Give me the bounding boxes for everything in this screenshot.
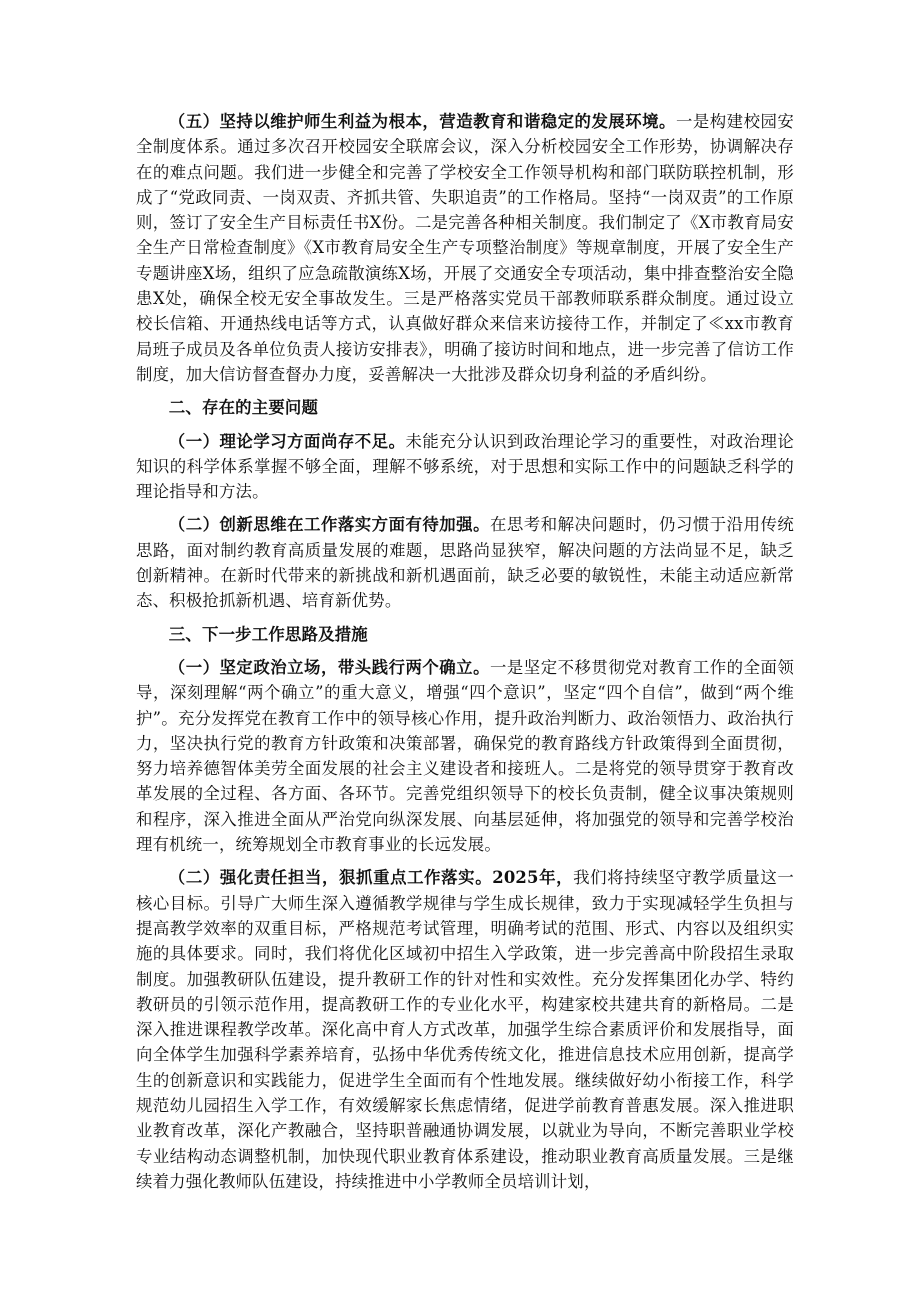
paragraph-lead: （一）理论学习方面尚存不足。 [168, 431, 406, 451]
paragraph-lead: （二）创新思维在工作落实方面有待加强。 [168, 515, 490, 535]
paragraph-body: 一是构建校园安全制度体系。通过多次召开校园安全联席会议，深入分析校园安全工作形势，协调解决存在的难点问题。我们进一步健全和完善了学校安全工作领导机构和部门联防联控机制，形成了“党政同责、一岗双责、齐抓共管、失职追责”的工作格局。坚持“一岗双责”的工作原则，签订了安全生产目标责任书X份。二是完善各种相关制度。我们制定了《X市教育局安全生产日常检查制度》《X市教育局安全生产专项整治制度》等规章制度，开展了安全生产专题讲座X场，组织了应急疏散演练X场，开展了交通安全专项活动，集中排查整治安全隐患X处，确保全校无安全事故发生。三是严格落实党员干部教师联系群众制度。通过设立校长信箱、开通热线电话等方式，认真做好群众来信来访接待工作，并制定了≪xx市教育局班子成员及各单位负责人接访安排表》，明确了接访时间和地点，进一步完善了信访工作制度，加大信访督查督办力度，妥善解决一大批涉及群众切身利益的矛盾纠纷。 [136, 112, 794, 384]
paragraph-body: 一是坚定不移贯彻党对教育工作的全面领导，深刻理解“两个确立”的重大意义，增强“四个意识”，坚定“四个自信”，做到“两个维护”。充分发挥党在教育工作中的领导核心作用，提升政治判断力、政治领悟力、政治执行力，坚决执行党的教育方针政策和决策部署，确保党的教育路线方针政策得到全面贯彻，努力培养德智体美劳全面发展的社会主义建设者和接班人。二是将党的领导贯穿于教育改革发展的全过程、各方面、各环节。完善党组织领导下的校长负责制，健全议事决策规则和程序，深入推进全面从严治党向纵深发展、向基层延伸，将加强党的领导和完善学校治理有机统一，统筹规划全市教育事业的长远发展。 [136, 657, 794, 855]
paragraph-theory-study [136, 429, 794, 505]
paragraph-lead: （二）强化责任担当，狠抓重点工作落实。2025年， [168, 868, 574, 888]
section-heading-next-steps: 三、下一步工作思路及措施 [168, 624, 368, 644]
paragraph-body: 在思考和解决问题时，仍习惯于沿用传统思路，面对制约教育高质量发展的难题，思路尚显狭窄，解决问题的方法尚显不足，缺乏创新精神。在新时代带来的新挑战和新机遇面前，缺乏必要的敏锐性，未能主动适应新常态、积极抢抓新机遇、培育新优势。 [136, 515, 794, 611]
paragraph-political-stance [136, 655, 794, 857]
paragraph-body: 我们将持续坚守教学质量这一核心目标。引导广大师生深入遵循教学规律与学生成长规律，致力于实现减轻学生负担与提高教学效率的双重目标，严格规范考试管理，明确考试的范围、形式、内容以及组织实施的具体要求。同时，我们将优化区域初中招生入学政策，进一步完善高中阶段招生录取制度。加强教研队伍建设，提升教研工作的针对性和实效性。充分发挥集团化办学、特约教研员的引领示范作用，提高教研工作的专业化水平，构建家校共建共育的新格局。二是深入推进课程教学改革。深化高中育人方式改革，加强学生综合素质评价和发展指导，面向全体学生加强科学素养培育，弘扬中华优秀传统文化，推进信息技术应用创新，提高学生的创新意识和实践能力，促进学生全面而有个性地发展。继续做好幼小衔接工作，科学规范幼儿园招生入学工作，有效缓解家长焦虑情绪，促进学前教育普惠发展。深入推进职业教育改革，深化产教融合，坚持职普融通协调发展，以就业为导向，不断完善职业学校专业结构动态调整机制，加快现代职业教育体系建设，推动职业教育高质量发展。三是继续着力强化教师队伍建设，持续推进中小学教师全员培训计划， [136, 868, 794, 1191]
section-heading-problems: 二、存在的主要问题 [168, 398, 319, 418]
paragraph-lead: （五）坚持以维护师生利益为根本，营造教育和谐稳定的发展环境。 [168, 112, 676, 131]
paragraph-lead: （一）坚定政治立场，带头践行两个确立。 [168, 657, 490, 677]
paragraph-body: 未能充分认识到政治理论学习的重要性，对政治理论知识的科学体系掌握不够全面，理解不够系统，对于思想和实际工作中的问题缺乏科学的理论指导和方法。 [136, 431, 794, 502]
paragraph-safety-environment [136, 109, 794, 387]
paragraph-responsibility [136, 865, 794, 1194]
paragraph-innovation [136, 512, 794, 613]
document-page [136, 109, 794, 1202]
